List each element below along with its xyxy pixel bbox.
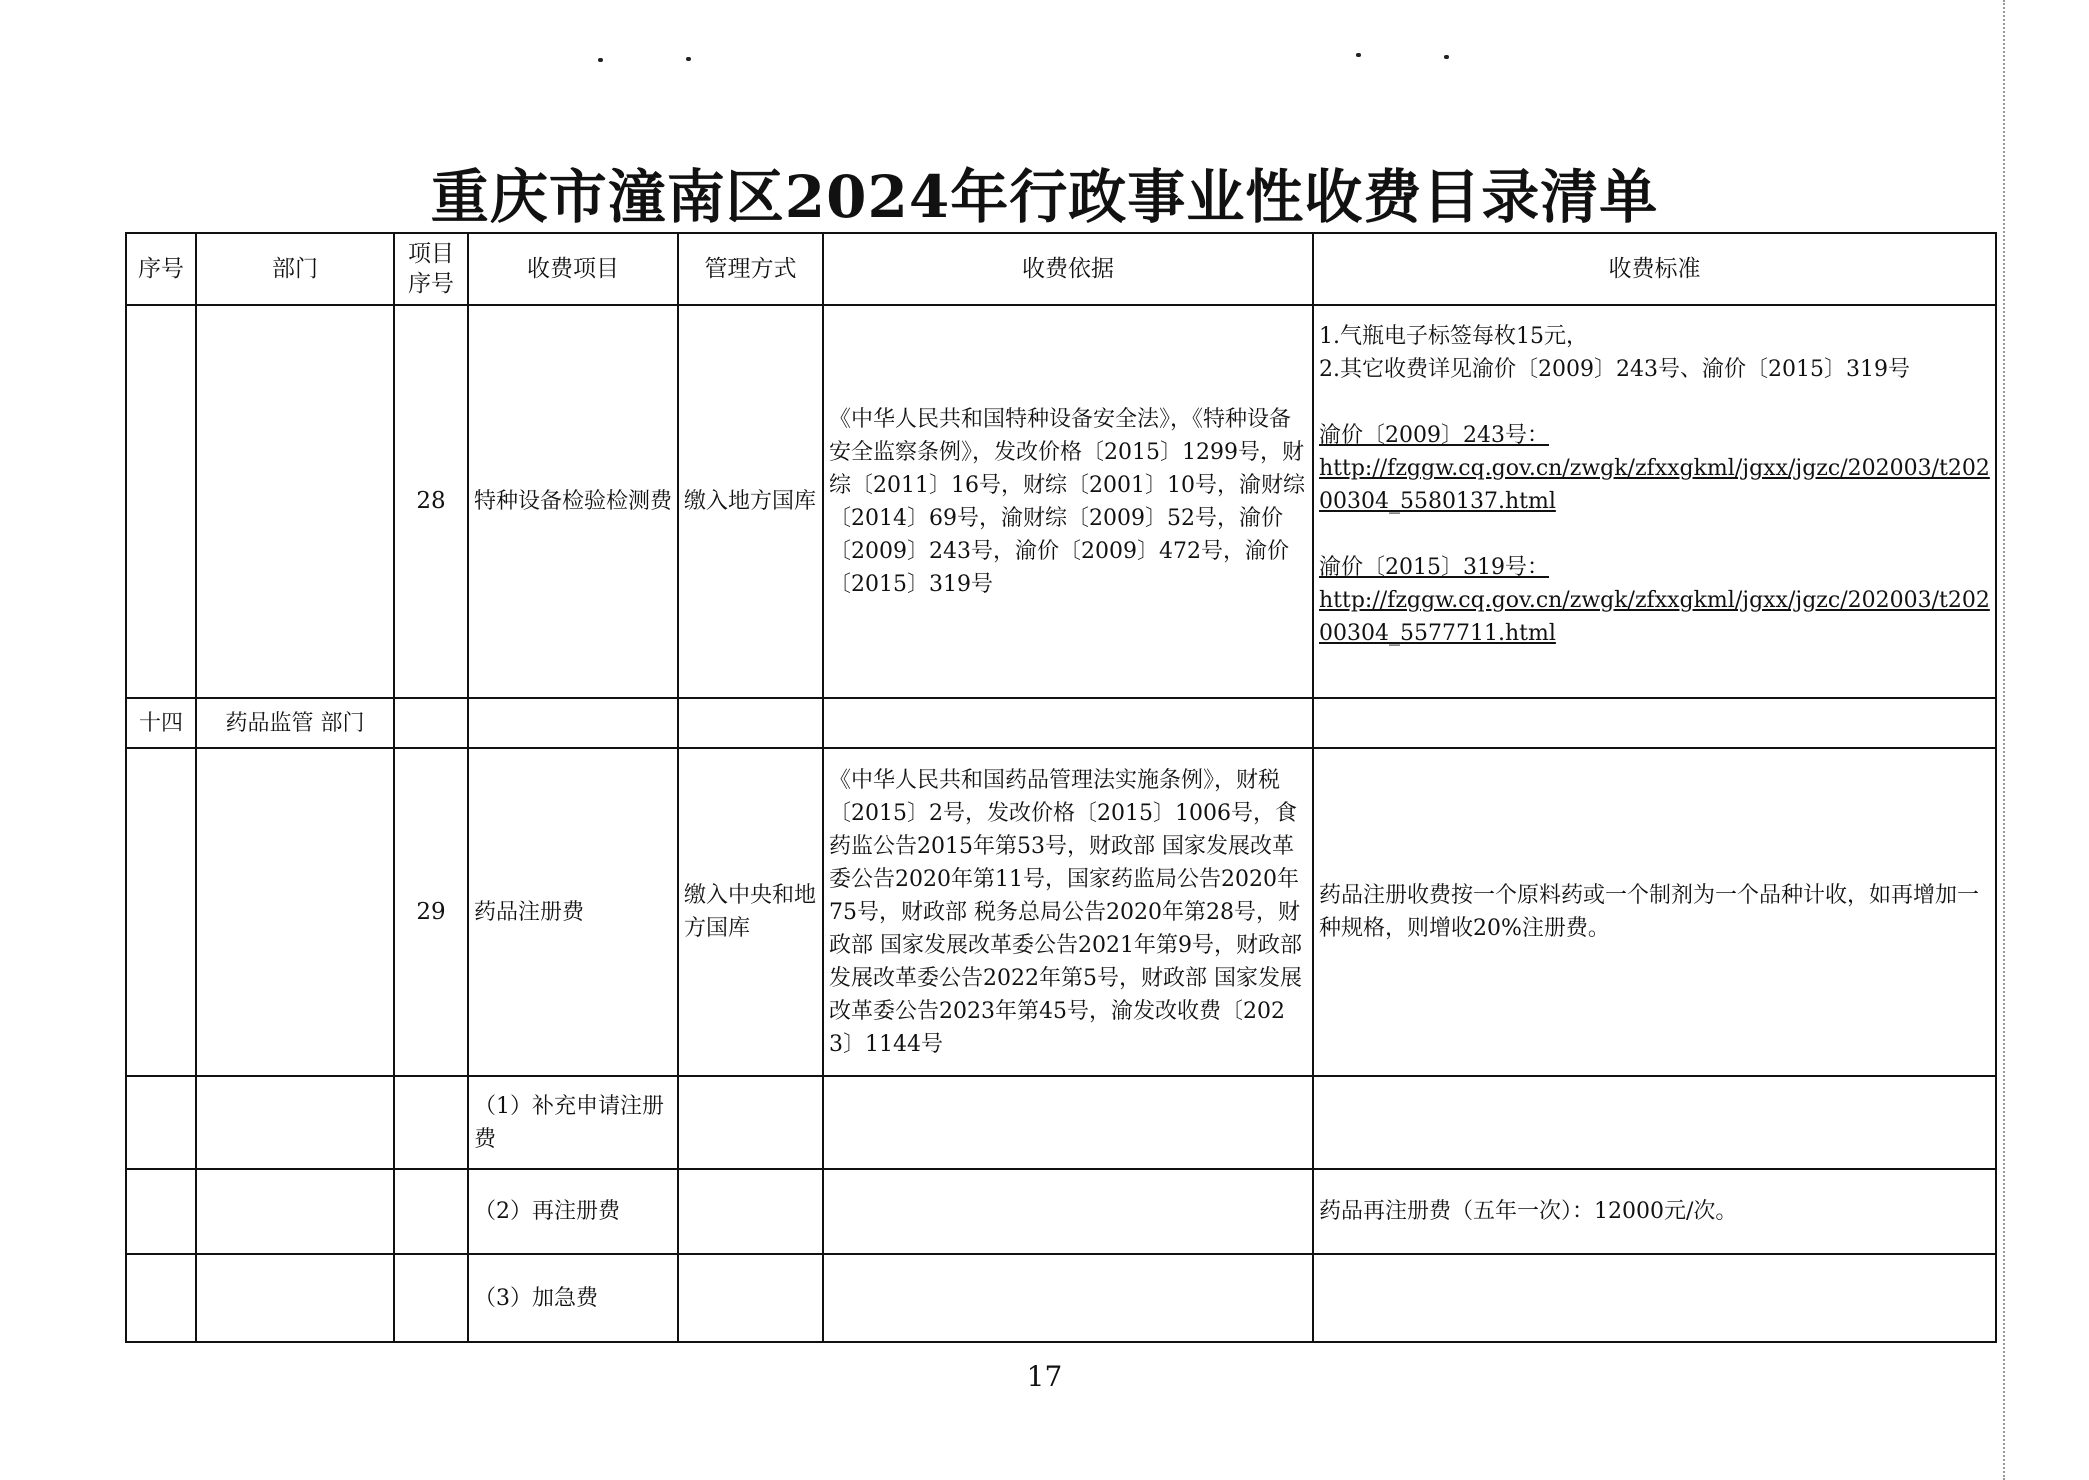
fee-catalog-table <box>125 232 1997 1343</box>
cell-standard <box>1313 1254 1996 1342</box>
cell-item-seq <box>394 1169 468 1254</box>
table-row-28 <box>126 305 1996 698</box>
cell-management <box>678 1076 823 1169</box>
header-row <box>126 233 1996 305</box>
cell-fee-item: 特种设备检验检测费 <box>468 305 678 698</box>
cell-item-seq <box>394 1076 468 1169</box>
page-number: 17 <box>1026 1360 1063 1393</box>
header-management: 管理方式 <box>678 233 823 305</box>
scan-speck <box>1356 53 1361 57</box>
cell-standard <box>1313 305 1996 698</box>
scan-speck <box>598 58 603 62</box>
cell-dept <box>196 748 394 1076</box>
cell-fee-item: （2）再注册费 <box>468 1169 678 1254</box>
header-basis: 收费依据 <box>823 233 1313 305</box>
cell-management <box>678 1169 823 1254</box>
table-row-sub1 <box>126 1076 1996 1169</box>
cell-basis <box>823 698 1313 748</box>
cell-management: 缴入中央和地方国库 <box>678 748 823 1076</box>
cell-item-seq <box>394 1254 468 1342</box>
header-seq: 序号 <box>126 233 196 305</box>
cell-standard <box>1313 1076 1996 1169</box>
cell-dept <box>196 1169 394 1254</box>
table-row-sub2 <box>126 1169 1996 1254</box>
ref2-link[interactable]: http://fzggw.cq.gov.cn/zwgk/zfxxgkml/jgxx/jgzc/202003/t20200304_5577711.html <box>1319 588 1990 646</box>
cell-management: 缴入地方国库 <box>678 305 823 698</box>
cell-fee-item: （3）加急费 <box>468 1254 678 1342</box>
cell-dept: 药品监管 部门 <box>196 698 394 748</box>
cell-item-seq <box>394 698 468 748</box>
cell-seq <box>126 1169 196 1254</box>
cell-seq: 十四 <box>126 698 196 748</box>
standard-line-2: 2.其它收费详见渝价〔2009〕243号、渝价〔2015〕319号 <box>1319 357 1910 382</box>
section-row-14 <box>126 698 1996 748</box>
cell-management <box>678 1254 823 1342</box>
cell-basis: 《中华人民共和国特种设备安全法》，《特种设备安全监察条例》，发改价格〔2015〕1299号，财综〔2011〕16号，财综〔2001〕10号，渝财综〔2014〕69号，渝财综〔2009〕52号，渝价〔2009〕243号，渝价〔2009〕472号，渝价〔2015〕319号 <box>823 305 1313 698</box>
cell-item-seq: 29 <box>394 748 468 1076</box>
table-row-sub3 <box>126 1254 1996 1342</box>
standard-line-1: 1.气瓶电子标签每枚15元， <box>1319 324 1588 349</box>
cell-item-seq: 28 <box>394 305 468 698</box>
ref1-label: 渝价〔2009〕243号： <box>1319 423 1549 448</box>
header-standard: 收费标准 <box>1313 233 1996 305</box>
cell-seq <box>126 305 196 698</box>
cell-fee-item: 药品注册费 <box>468 748 678 1076</box>
header-fee-item: 收费项目 <box>468 233 678 305</box>
scan-speck <box>686 57 691 61</box>
cell-dept <box>196 1076 394 1169</box>
cell-seq <box>126 1076 196 1169</box>
cell-standard: 药品注册收费按一个原料药或一个制剂为一个品种计收，如再增加一种规格，则增收20%注册费。 <box>1313 748 1996 1076</box>
cell-dept <box>196 305 394 698</box>
cell-basis <box>823 1254 1313 1342</box>
cell-basis <box>823 1169 1313 1254</box>
cell-fee-item: （1）补充申请注册费 <box>468 1076 678 1169</box>
cell-dept <box>196 1254 394 1342</box>
cell-standard <box>1313 698 1996 748</box>
cell-basis: 《中华人民共和国药品管理法实施条例》，财税〔2015〕2号，发改价格〔2015〕1006号，食药监公告2015年第53号，财政部 国家发展改革委公告2020年第11号，国家药监局公告2020年75号，财政部 税务总局公告2020年第28号，财政部 国家发展改革委公告2021年第9号，财政部 发展改革委公告2022年第5号，财政部 国家发展改革委公告2023年第45号，渝发改收费〔2023〕1144号 <box>823 748 1313 1076</box>
header-item-seq: 项目序号 <box>394 233 468 305</box>
ref1-link[interactable]: http://fzggw.cq.gov.cn/zwgk/zfxxgkml/jgxx/jgzc/202003/t20200304_5580137.html <box>1319 456 1990 514</box>
header-dept: 部门 <box>196 233 394 305</box>
cell-seq <box>126 748 196 1076</box>
document-title: 重庆市潼南区2024年行政事业性收费目录清单 <box>430 163 1659 231</box>
cell-fee-item <box>468 698 678 748</box>
table-row-29 <box>126 748 1996 1076</box>
cell-seq <box>126 1254 196 1342</box>
cell-basis <box>823 1076 1313 1169</box>
scan-speck <box>1444 55 1449 59</box>
cell-management <box>678 698 823 748</box>
ref2-label: 渝价〔2015〕319号： <box>1319 555 1549 580</box>
cell-standard: 药品再注册费（五年一次）：12000元/次。 <box>1313 1169 1996 1254</box>
